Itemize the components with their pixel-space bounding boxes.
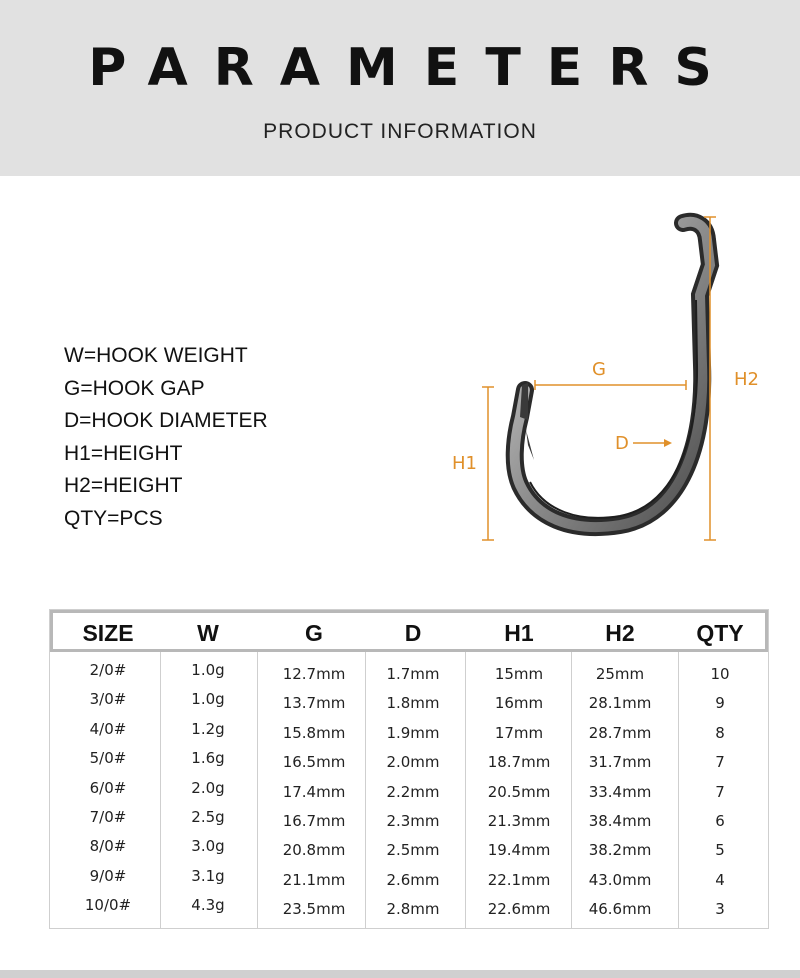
- column-header-w: W: [197, 620, 219, 646]
- cell-h2: 25mm: [595, 665, 645, 683]
- column-divider: [257, 652, 258, 928]
- cell-size: 2/0#: [89, 661, 127, 679]
- cell-qty: 9: [715, 694, 725, 713]
- column-header-g: G: [305, 620, 323, 646]
- cell-h1: 15mm: [494, 665, 544, 683]
- header-banner: [0, 0, 800, 176]
- bottom-divider: [0, 970, 800, 978]
- column-divider: [365, 652, 366, 928]
- cell-size: 3/0#: [89, 690, 127, 709]
- column-header-d: D: [404, 620, 422, 646]
- cell-w: 3.0g: [191, 837, 225, 856]
- cell-h2: 31.7mm: [588, 753, 652, 772]
- cell-size: 5/0#: [89, 749, 127, 768]
- cell-size: 8/0#: [89, 837, 127, 856]
- cell-d: 1.8mm: [386, 694, 440, 713]
- cell-d: 1.7mm: [386, 665, 440, 683]
- cell-d: 2.8mm: [386, 900, 440, 919]
- cell-g: 12.7mm: [282, 665, 346, 683]
- cell-g: 17.4mm: [282, 782, 346, 801]
- cell-h2: 28.1mm: [588, 694, 652, 713]
- legend-item-qty: QTY=PCS: [64, 506, 163, 530]
- cell-w: 1.0g: [191, 690, 225, 709]
- cell-h1: 22.1mm: [487, 870, 551, 889]
- h1-dimension-line: [482, 387, 494, 540]
- cell-h2: 28.7mm: [588, 723, 652, 742]
- cell-size: 7/0#: [89, 808, 127, 826]
- page-subtitle: PRODUCT INFORMATION: [263, 120, 537, 143]
- d-label: D: [615, 433, 629, 454]
- cell-qty: 10: [710, 665, 730, 683]
- cell-w: 1.2g: [191, 719, 225, 738]
- cell-qty: 8: [715, 723, 725, 742]
- cell-h1: 17mm: [494, 723, 544, 742]
- cell-qty: 3: [715, 900, 725, 919]
- cell-w: 1.6g: [191, 749, 225, 768]
- d-arrow-icon: [633, 439, 672, 447]
- cell-d: 2.6mm: [386, 870, 440, 889]
- cell-h1: 16mm: [494, 694, 544, 713]
- hook-diagram: [440, 205, 780, 550]
- fishing-hook-icon: [515, 222, 710, 527]
- cell-h1: 18.7mm: [487, 753, 551, 772]
- column-header-qty: QTY: [696, 620, 744, 646]
- cell-h2: 38.2mm: [588, 841, 652, 860]
- cell-qty: 6: [715, 812, 725, 830]
- h2-label: H2: [734, 369, 759, 390]
- cell-g: 20.8mm: [282, 841, 346, 860]
- h1-label: H1: [452, 453, 477, 474]
- legend-item-h2: H2=HEIGHT: [64, 474, 183, 497]
- column-header-h1: H1: [504, 620, 534, 646]
- cell-qty: 4: [715, 870, 725, 889]
- cell-g: 16.5mm: [282, 753, 346, 772]
- cell-g: 23.5mm: [282, 900, 346, 919]
- column-header-size: SIZE: [82, 620, 134, 646]
- cell-size: 4/0#: [89, 719, 127, 738]
- cell-size: 6/0#: [89, 778, 127, 797]
- legend: [64, 340, 268, 535]
- hook-illustration: [440, 205, 780, 550]
- legend-item-gap: G=HOOK GAP: [64, 376, 205, 400]
- cell-d: 2.2mm: [386, 782, 440, 801]
- column-divider: [465, 652, 466, 928]
- cell-h2: 38.4mm: [588, 812, 652, 830]
- cell-qty: 5: [715, 841, 725, 860]
- cell-qty: 7: [715, 753, 725, 772]
- g-dimension-line: [535, 380, 686, 390]
- g-label: G: [592, 359, 606, 380]
- cell-h1: 19.4mm: [487, 841, 551, 860]
- cell-d: 2.3mm: [386, 812, 440, 830]
- legend-item-diameter: D=HOOK DIAMETER: [64, 409, 268, 432]
- spec-table: [49, 609, 769, 929]
- legend-item-h1: H1=HEIGHT: [64, 441, 183, 465]
- column-divider: [678, 652, 679, 928]
- cell-qty: 7: [715, 782, 725, 801]
- cell-g: 21.1mm: [282, 870, 346, 889]
- cell-d: 2.0mm: [386, 753, 440, 772]
- cell-g: 16.7mm: [282, 812, 346, 830]
- legend-item-weight: W=HOOK WEIGHT: [64, 344, 248, 367]
- cell-size: 10/0#: [84, 896, 132, 915]
- column-header-h2: H2: [605, 620, 635, 646]
- column-divider: [160, 652, 161, 928]
- cell-h1: 22.6mm: [487, 900, 551, 919]
- cell-w: 2.0g: [191, 778, 225, 797]
- cell-h1: 20.5mm: [487, 782, 551, 801]
- cell-w: 4.3g: [191, 896, 225, 915]
- cell-h2: 43.0mm: [588, 870, 652, 889]
- column-divider: [571, 652, 572, 928]
- cell-w: 1.0g: [191, 661, 225, 679]
- table-header: [50, 610, 768, 652]
- page-title: PARAMETERS: [88, 38, 738, 98]
- cell-g: 13.7mm: [282, 694, 346, 713]
- cell-h1: 21.3mm: [487, 812, 551, 830]
- cell-h2: 46.6mm: [588, 900, 652, 919]
- cell-g: 15.8mm: [282, 723, 346, 742]
- cell-d: 1.9mm: [386, 723, 440, 742]
- cell-w: 3.1g: [191, 866, 225, 885]
- cell-w: 2.5g: [191, 808, 225, 826]
- cell-h2: 33.4mm: [588, 782, 652, 801]
- cell-size: 9/0#: [89, 866, 127, 885]
- cell-d: 2.5mm: [386, 841, 440, 860]
